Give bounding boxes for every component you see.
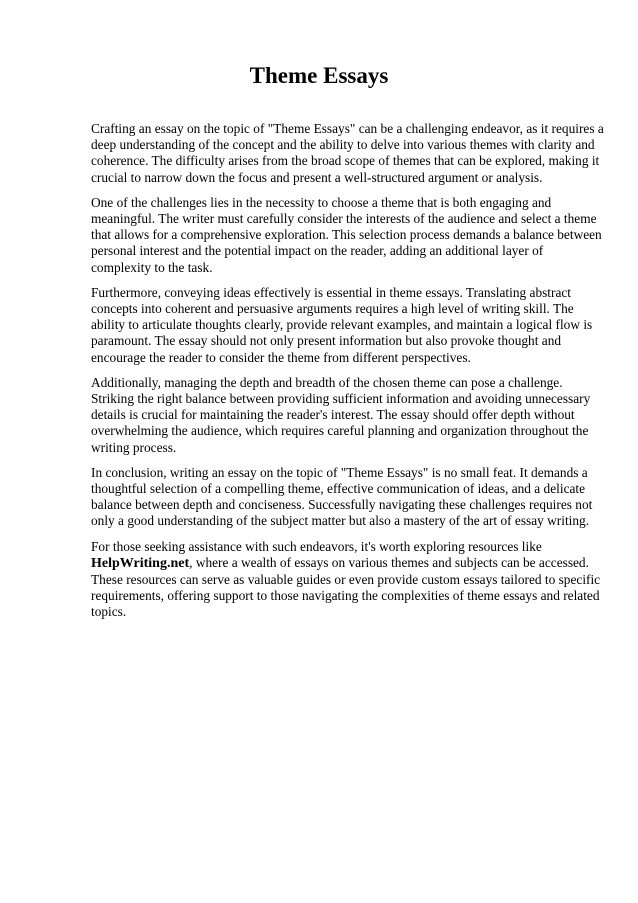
paragraph-challenges: One of the challenges lies in the necessity to choose a theme that is both engaging and meaningful. The writer must carefully consider the interests of the audience and select a theme that allows for a comprehensive exploration. This selection process demands a balance between personal interest and the potential impact on the reader, adding an additional layer of complexity to the task. [91, 194, 602, 275]
helpwriting-link[interactable]: HelpWriting.net [91, 555, 190, 571]
paragraph-conveying-ideas: Furthermore, conveying ideas effectively is essential in theme essays. Translating abstract concepts into coherent and persuasive arguments requires a high level of writing skill. The ability to articulate thoughts clearly, provide relevant examples, and maintain a logical flow is paramount. The essay should not only present information but also provoke thought and encourage the reader to consider the theme from different perspectives. [91, 284, 593, 365]
paragraph-conclusion: In conclusion, writing an essay on the topic of "Theme Essays" is no small feat. It demands a thoughtful selection of a compelling theme, effective communication of ideas, and a delicate balance between depth and conciseness. Successfully navigating these challenges requires not only a good understanding of the subject matter but also a mastery of the art of essay writing. [91, 464, 593, 529]
paragraph-depth-breadth: Additionally, managing the depth and breadth of the chosen theme can pose a challenge. Striking the right balance between providing sufficient information and avoiding unnecessary details is crucial for maintaining the reader's interest. The essay should offer depth without overwhelming the audience, which requires careful planning and organization throughout the writing process. [91, 374, 591, 455]
resources-text-before: For those seeking assistance with such endeavors, it's worth exploring resources like [91, 538, 542, 554]
document-title: Theme Essays [249, 63, 389, 88]
document-body [91, 121, 606, 630]
resources-text-after: , where a wealth of essays on various themes and subjects can be accessed. These resources can serve as valuable guides or even provide custom essays tailored to specific requirements, offering support to those navigating the complexities of theme essays and related topics. [91, 554, 601, 620]
paragraph-intro: Crafting an essay on the topic of "Theme Essays" can be a challenging endeavor, as it requires a deep understanding of the concept and the ability to delve into various themes with clarity and coherence. The difficulty arises from the broad scope of themes that can be explored, making it crucial to narrow down the focus and present a well-structured argument or analysis. [91, 121, 604, 185]
paragraph-resources [91, 539, 606, 621]
